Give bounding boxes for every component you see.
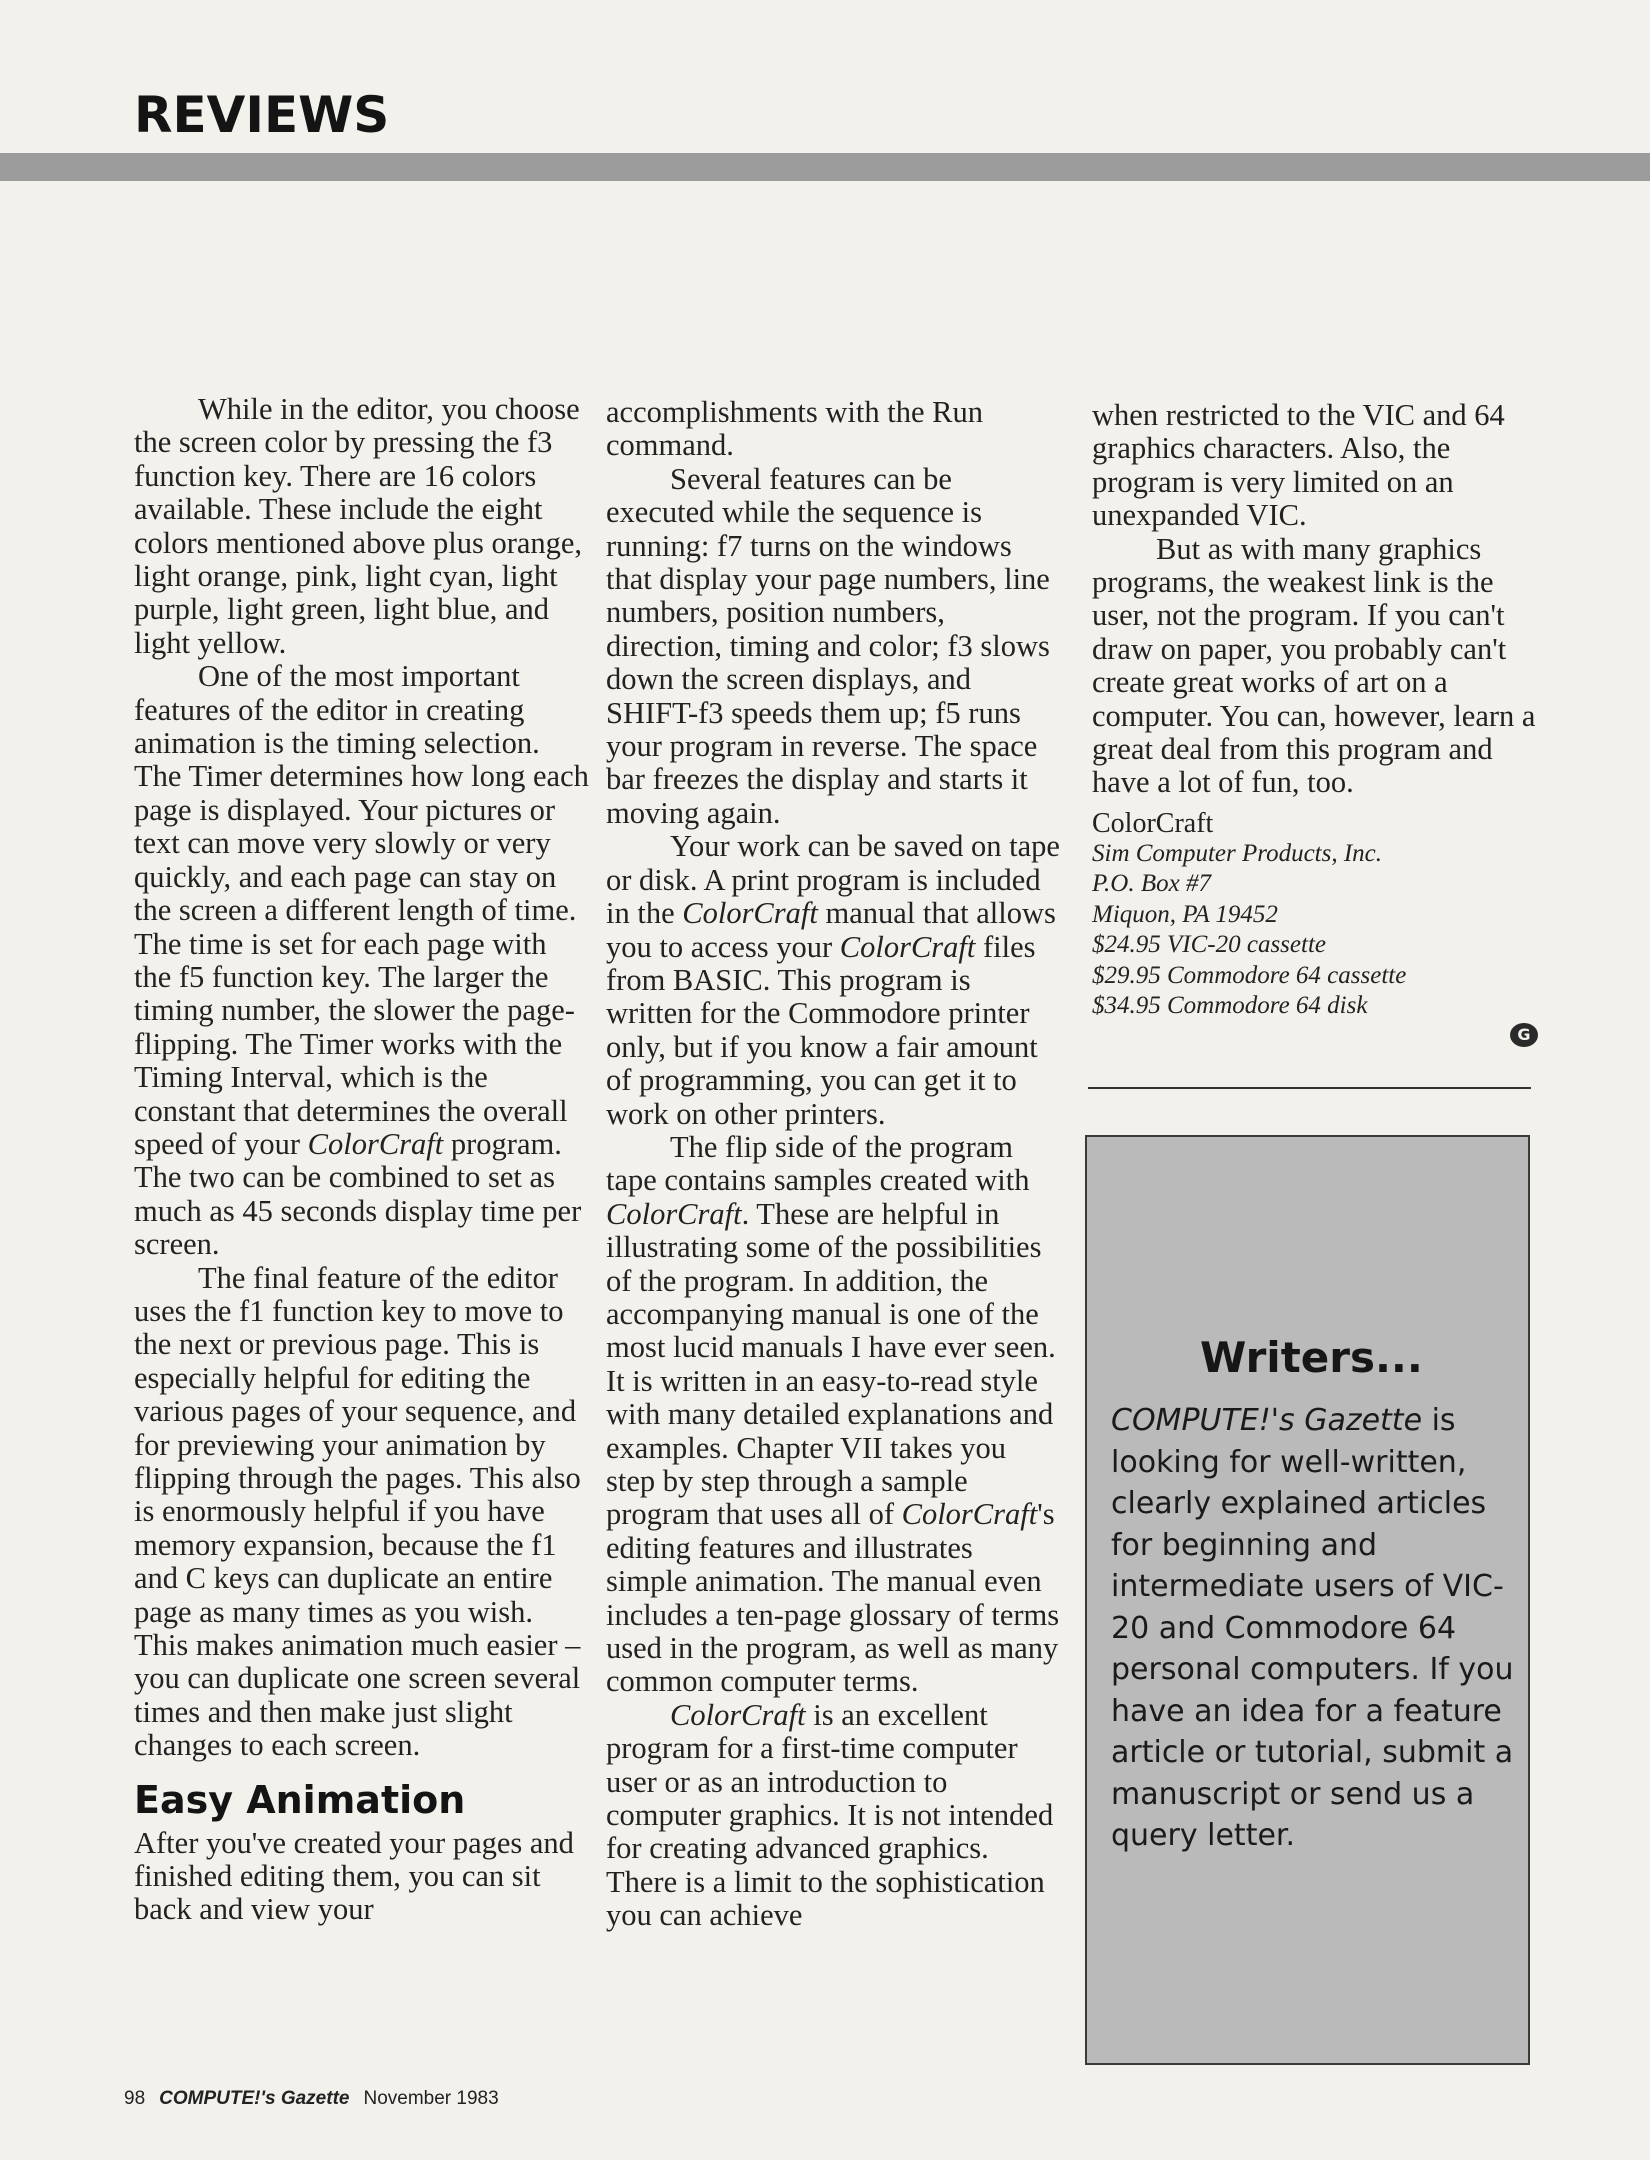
- sidebar-text: COMPUTE!'s Gazette is looking for well-written, clearly explained articles for beginning and intermediate users of VIC-20 and Commodore 64 personal computers. If you have an idea for a feature article or tutorial, submit a manuscript or send us a query letter.: [1111, 1403, 1514, 1853]
- paragraph: The final feature of the editor uses the f1 function key to move to the next or previous page. This is especially helpful for editing the various pages of your sequence, and for previewing your animation by flipping through the pages. This also is enormously helpful if you have memory expansion, because the f1 and C keys can duplicate an entire page as many times as you wish. This makes animation much easier – you can duplicate one screen several times and then make just slight changes to each screen.: [134, 1260, 581, 1763]
- footer-magazine-name: COMPUTE!'s Gazette: [159, 2088, 350, 2109]
- product-price-vic: $24.95 VIC-20 cassette: [1092, 931, 1326, 959]
- paragraph: One of the most important features of the editor in creating animation is the timing selection. The Timer determines how long each page is displayed. Your pictures or text can move very slowly or very quickly, and each page can stay on the screen a different length of time. The time is set for each page with the f5 function key. The larger the timing number, the slower the page-flipping. The Timer works with the Timing Interval, which is the constant that determines the overall speed of your ColorCraft program. The two can be combined to set as much as 45 seconds display time per screen.: [134, 659, 589, 1262]
- subheading-easy-animation: Easy Animation: [134, 1777, 466, 1822]
- section-title: REVIEWS: [134, 86, 390, 144]
- paragraph: But as with many graphics programs, the weakest link is the user, not the program. If you can't draw on paper, you probably can't create great works of art on a computer. You can, however, learn a great deal from this program and have a lot of fun, too.: [1092, 531, 1536, 800]
- page-footer: [124, 2088, 499, 2110]
- paragraph: Your work can be saved on tape or disk. A print program is included in the ColorCraft manual that allows you to access your ColorCraft files from BASIC. This program is written for the Commodore printer only, but if you know a fair amount of programming, you can get it to work on other printers.: [606, 829, 1060, 1131]
- paragraph: The flip side of the program tape contains samples created with ColorCraft. These are helpful in illustrating some of the possibilities of the program. In addition, the accompanying manual is one of the most lucid manuals I have ever seen. It is written in an easy-to-read style with many detailed explanations and examples. Chapter VII takes you step by step through a sample program that uses all of ColorCraft's editing features and illustrates simple animation. The manual even includes a ten-page glossary of terms used in the program, as well as many common computer terms.: [606, 1129, 1060, 1699]
- paragraph: Several features can be executed while the sequence is running: f7 turns on the windows that display your page numbers, line numbers, position numbers, direction, timing and color; f3 slows down the screen displays, and SHIFT-f3 speeds them up; f5 runs your program in reverse. The space bar freezes the display and starts it moving again.: [606, 461, 1050, 830]
- paragraph: ColorCraft is an excellent program for a first-time computer user or as an introduction to computer graphics. It is not intended for creating advanced graphics. There is a limit to the sophistication you can achieve: [606, 1697, 1054, 1933]
- article-column-3: [1092, 399, 1547, 1022]
- sidebar-magazine-name: COMPUTE!'s Gazette: [1111, 1403, 1423, 1438]
- divider-rule: [1088, 1087, 1531, 1089]
- title-rule-bar: [0, 153, 1650, 181]
- product-info: [1092, 808, 1547, 1022]
- article-column-2: [606, 396, 1061, 1933]
- paragraph: After you've created your pages and finished editing them, you can sit back and view your: [134, 1825, 574, 1927]
- product-price-c64-cassette: $29.95 Commodore 64 cassette: [1092, 961, 1407, 989]
- product-address: P.O. Box #7: [1092, 870, 1211, 898]
- paragraph: when restricted to the VIC and 64 graphics characters. Also, the program is very limited on an unexpanded VIC.: [1092, 398, 1505, 533]
- paragraph: While in the editor, you choose the screen color by pressing the f3 function key. There are 16 colors available. These include the eight colors mentioned above plus orange, light orange, pink, light cyan, light purple, light green, light blue, and light yellow.: [134, 392, 583, 660]
- article-column-1: [134, 393, 589, 1927]
- paragraph: accomplishments with the Run command.: [606, 395, 983, 463]
- writers-sidebar-box: [1085, 1135, 1530, 2065]
- product-city: Miquon, PA 19452: [1092, 900, 1278, 928]
- footer-date: November 1983: [363, 2088, 499, 2109]
- product-name: ColorCraft: [1092, 807, 1214, 839]
- product-price-c64-disk: $34.95 Commodore 64 disk: [1092, 992, 1368, 1020]
- product-company: Sim Computer Products, Inc.: [1092, 839, 1383, 867]
- gazette-end-mark-icon: G: [1510, 1023, 1538, 1047]
- sidebar-title: Writers...: [1200, 1333, 1423, 1382]
- page-number: 98: [124, 2088, 146, 2109]
- product-title-italic: ColorCraft: [307, 1126, 444, 1161]
